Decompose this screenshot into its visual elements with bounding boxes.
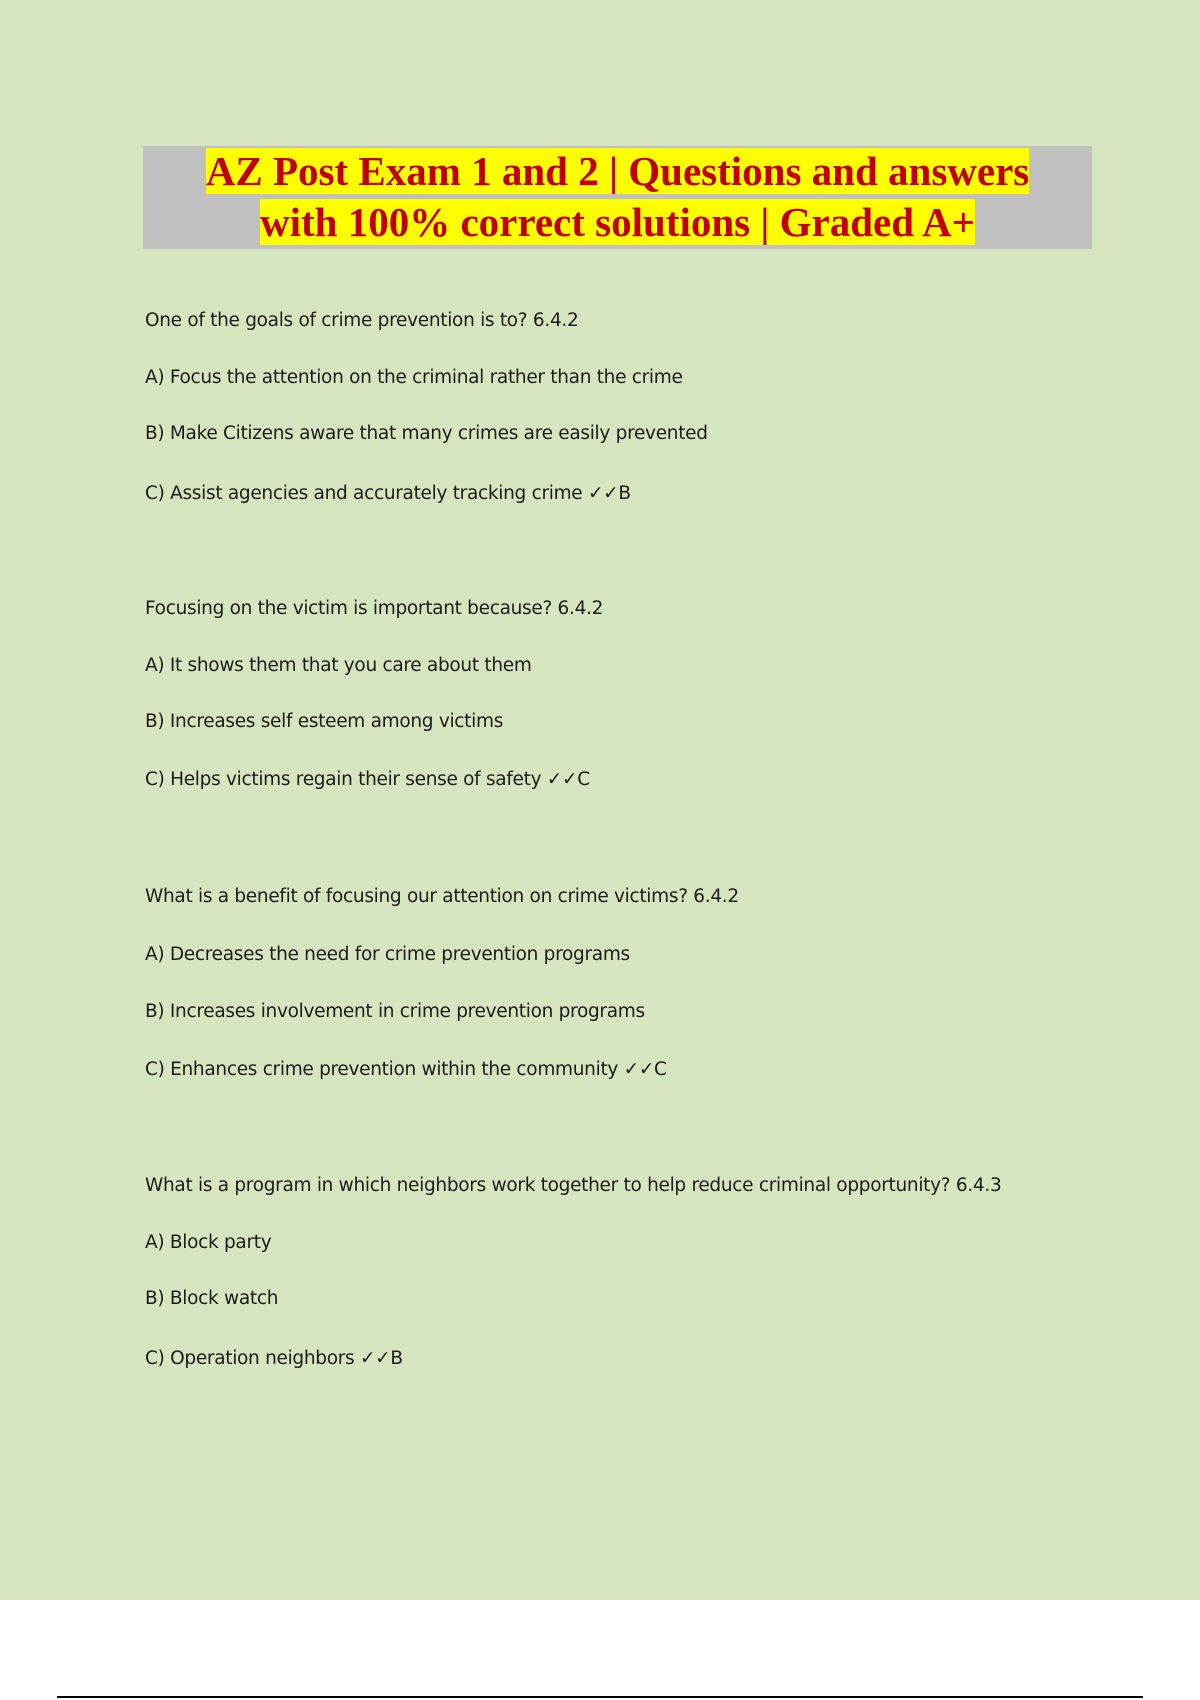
answer-option: B) Increases involvement in crime prevention programs <box>145 1001 645 1022</box>
answer-option: B) Block watch <box>145 1288 279 1309</box>
answer-option: C) Enhances crime prevention within the community ✓✓C <box>145 1059 667 1080</box>
answer-option: B) Increases self esteem among victims <box>145 711 504 732</box>
answer-option: C) Assist agencies and accurately tracking crime ✓✓B <box>145 483 631 504</box>
answer-option: A) Block party <box>145 1232 272 1253</box>
footer-rule <box>57 1696 1143 1698</box>
question-text: Focusing on the victim is important because? 6.4.2 <box>145 598 604 619</box>
answer-option: B) Make Citizens aware that many crimes are easily prevented <box>145 423 708 444</box>
question-text: One of the goals of crime prevention is to? 6.4.2 <box>145 310 579 331</box>
question-text: What is a program in which neighbors work together to help reduce criminal opportunity? 6.4.3 <box>145 1175 1002 1196</box>
answer-option: C) Helps victims regain their sense of safety ✓✓C <box>145 769 590 790</box>
answer-option: A) Focus the attention on the criminal rather than the crime <box>145 367 683 388</box>
answer-option: A) Decreases the need for crime prevention programs <box>145 944 630 965</box>
title-line-2: with 100% correct solutions | Graded A+ <box>260 199 975 245</box>
question-text: What is a benefit of focusing our attention on crime victims? 6.4.2 <box>145 886 739 907</box>
answer-option: C) Operation neighbors ✓✓B <box>145 1348 403 1369</box>
document-title <box>143 146 1092 248</box>
answer-option: A) It shows them that you care about them <box>145 655 532 676</box>
title-line-1: AZ Post Exam 1 and 2 | Questions and answers <box>205 148 1030 194</box>
